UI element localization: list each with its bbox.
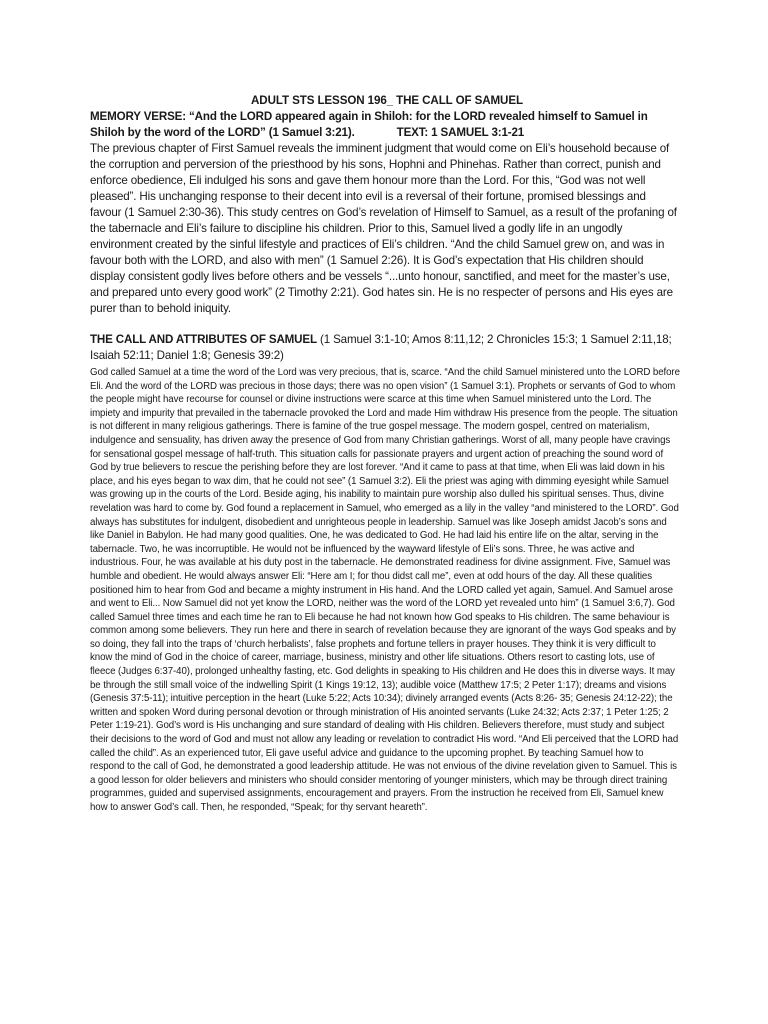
text-reference: TEXT: 1 SAMUEL 3:1-21 — [396, 126, 525, 139]
section-heading — [90, 332, 680, 364]
section-body: God called Samuel at a time the word of the Lord was very precious, that is, scarce. “And the child Samuel ministered unto the LORD before Eli. And the word of the LORD was precious in those days; there was no open vision” (1 Samuel 3:1). Prophets or servants of God to whom the people might have recourse for counsel or divine instructions were scarce at this time when Samuel ministered unto the Lord. The impiety and impurity that prevailed in the tabernacle provoked the Lord and made Him withdraw His presence from the people. The situation is not different in many religious gatherings. There is famine of the true gospel message. The modern gospel, centred on materialism, indulgence and sensuality, has driven away the presence of God from many Christian gatherings. Worst of all, many people have cravings for sensational gospel message of half-truth. This situation calls for passionate prayers and urgent action of preaching the sound word of God by true believers to rescue the perishing before they are lost forever. “And it came to pass at that time, when Eli was laid down in his place, and his eyes began to wax dim, that he could not see” (1 Samuel 3:2). Eli the priest was aging with dimming eyesight while Samuel was growing up in the courts of the Lord. Beside aging, his inability to maintain pure worship also dulled his spiritual senses. Thus, divine revelation was hard to come by. God found a replacement in Samuel, who emerged as a lily in the valley “and ministered to the LORD”. God always has substitutes for indulgent, disobedient and unrighteous people in leadership. Samuel was like Joseph amidst Jacob’s sons and like Daniel in Babylon. He had many good qualities. One, he was dedicated to God. He had laid his entire life on the altar, serving in the tabernacle. Two, he was incorruptible. He would not be influenced by the wayward lifestyle of Eli’s sons. Three, he was active and industrious. Four, he was available at his duty post in the tabernacle. He demonstrated readiness for divine assignment. Five, Samuel was humble and obedient. He would always answer Eli: “Here am I; for thou didst call me”, even at odd hours of the day. All these qualities positioned him to hear from God and became a mighty instrument in His hand. And the LORD called yet again, Samuel. And Samuel arose and went to Eli... Now Samuel did not yet know the LORD, neither was the word of the LORD yet revealed unto him” (1 Samuel 3:6,7). God called Samuel three times and each time he ran to Eli because he had not known how God speaks to His children. The same behaviour is common among some believers. They run here and there in search of revelation because they are ignorant of the ways God speaks and by so doing, they fall into the traps of ‘church herbalists’, false prophets and fortune tellers in prayer houses. They think it is very difficult to know the mind of God in the choice of career, marriage, business, ministry and other life situations. Others resort to casting lots, use of fleece (Judges 6:37-40), prolonged unhealthy fasting, etc. God delights in speaking to His children and He does this in diverse ways. It may be through the still small voice of the indwelling Spirit (1 Kings 19:12, 13); audible voice (Matthew 17:5; 2 Peter 1:17); dreams and visions (Genesis 37:5-11); intuitive perception in the heart (Luke 5:22; Acts 10:34); divinely arranged events (Acts 8:26- 35; Genesis 24:12-22); the written and spoken Word during personal devotion or through ministration of His anointed servants (Luke 24:32; Acts 2:37; 1 Peter 1:25; 2 Peter 1:19-21). God’s word is His unchanging and sure standard of dealing with His children. Believers therefore, must study and subject their decisions to the word of God and must not allow any leading or revelation to contradict His word. “And Eli perceived that the LORD had called the child”. As an experienced tutor, Eli gave useful advice and guidance to the upcoming prophet. By teaching Samuel how to respond to the call of God, he demonstrated a good leadership attitude. He was not envious of the divine revelation given to Samuel. This is a good lesson for older believers and ministers who should consider mentoring of younger ministers, which may be through direct training programmes, guided and supervised assignments, encouragement and prayers. From the instruction he received from Eli, Samuel knew how to answer God’s call. Then, he responded, “Speak; for thy servant heareth”. — [90, 367, 680, 813]
lesson-title: ADULT STS LESSON 196_ THE CALL OF SAMUEL — [251, 94, 523, 107]
section-heading-title: THE CALL AND ATTRIBUTES OF SAMUEL — [90, 333, 317, 346]
section-heading-references: (1 Samuel 3:1-10; Amos 8:11,12; 2 Chronicles 15:3; 1 Samuel 2:11,18; Isaiah 52:11; Daniel 1:8; Genesis 39:2) — [90, 333, 672, 362]
memory-verse-text: MEMORY VERSE: “And the LORD appeared again in Shiloh: for the LORD revealed himself to Samuel in Shiloh by the word of the LORD” (1 Samuel 3:21). — [90, 110, 648, 139]
intro-paragraph: The previous chapter of First Samuel reveals the imminent judgment that would come on Eli’s household because of the corruption and perversion of the priesthood by his sons, Hophni and Phinehas. Rather than correct, punish and enforce obedience, Eli indulged his sons and gave them honour more than the Lord. For this, “God was not well pleased”. His unchanging response to their decent into evil is a reversal of their fortune, promised blessings and favour (1 Samuel 2:30-36). This study centres on God’s revelation of Himself to Samuel, as a result of the profaning of the tabernacle and Eli’s failure to discipline his children. Prior to this, Samuel lived a godly life in an ungodly environment created by the sinful lifestyle and practices of Eli’s children. “And the child Samuel grew on, and was in favour both with the LORD, and also with men” (1 Samuel 2:26). It is God’s expectation that His children should display consistent godly lives before others and be vessels “...unto honour, sanctified, and meet for the master’s use, and prepared unto every good work” (2 Timothy 2:21). God hates sin. He is no respecter of persons and His eyes are purer than to behold iniquity. — [90, 142, 677, 315]
memory-verse — [90, 109, 680, 141]
